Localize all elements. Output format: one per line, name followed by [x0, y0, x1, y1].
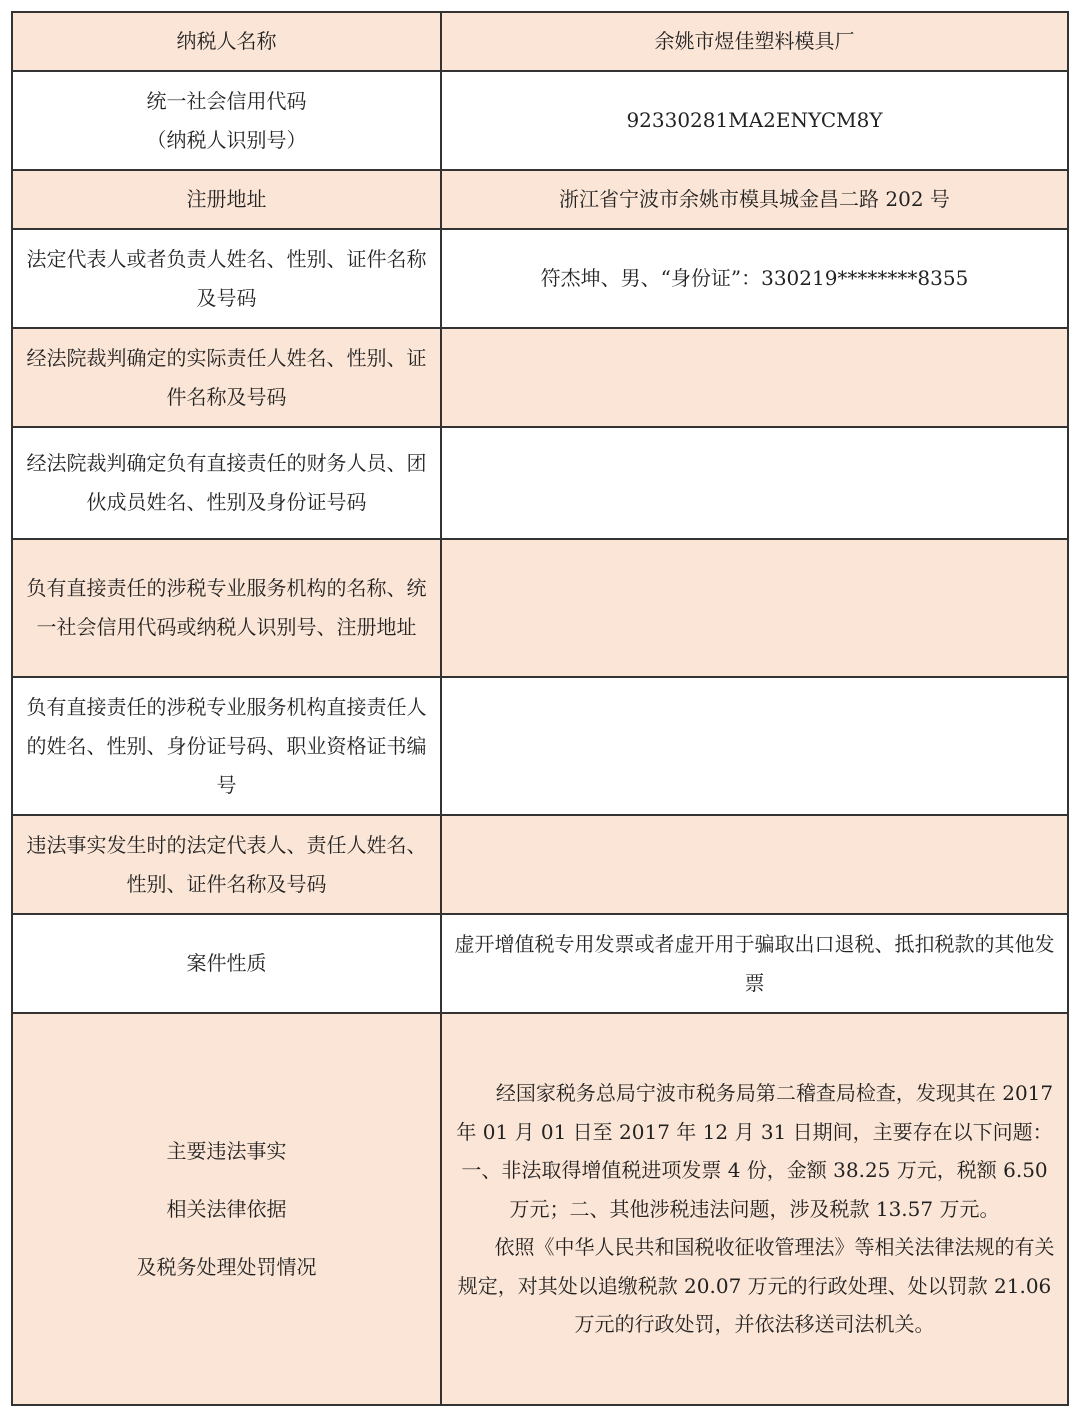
violation-facts-value: [441, 1013, 1068, 1405]
registered-address-value: 浙江省宁波市余姚市模具城金昌二路 202 号: [441, 170, 1068, 229]
taxpayer-info-table: [11, 11, 1069, 1406]
row-finance-staff: [12, 427, 1068, 539]
row-label-line: 统一社会信用代码: [146, 88, 307, 113]
legal-representative-value: 符杰坤、男、“身份证”：330219********8355: [441, 229, 1068, 328]
row-label: 经法院裁判确定负有直接责任的财务人员、团伙成员姓名、性别及身份证号码: [12, 427, 441, 539]
row-label: 违法事实发生时的法定代表人、责任人姓名、性别、证件名称及号码: [12, 815, 441, 914]
finance-staff-value: [441, 427, 1068, 539]
penalty-paragraph: 依照《中华人民共和国税收征收管理法》等相关法律法规的有关规定，对其处以追缴税款 20.07 万元的行政处理、处以罚款 21.06 万元的行政处罚，并依法移送司法机关。: [457, 1235, 1055, 1337]
agency-responsible-person-value: [441, 677, 1068, 815]
case-nature-value: 虚开增值税专用发票或者虚开用于骗取出口退税、抵扣税款的其他发票: [441, 914, 1068, 1013]
row-violation-facts: [12, 1013, 1068, 1405]
row-taxpayer-name: [12, 12, 1068, 71]
row-label: 法定代表人或者负责人姓名、性别、证件名称及号码: [12, 229, 441, 328]
violation-facts-paragraph: 经国家税务总局宁波市税务局第二稽查局检查，发现其在 2017 年 01 月 01 日至 2017 年 12 月 31 日期间，主要存在以下问题：一、非法取得增值税进项发票 4 份，金额 38.25 万元，税额 6.50 万元；二、其他涉税违法问题，涉及税款 13.57 万元。: [456, 1081, 1054, 1221]
row-label-line: 主要违法事实: [166, 1139, 287, 1163]
row-agency-responsible-person: [12, 677, 1068, 815]
row-label: 案件性质: [12, 914, 441, 1013]
row-label: [12, 71, 441, 170]
row-label: 经法院裁判确定的实际责任人姓名、性别、证件名称及号码: [12, 328, 441, 427]
row-representative-at-violation: [12, 815, 1068, 914]
credit-code-value: 92330281MA2ENYCM8Y: [441, 71, 1068, 170]
row-label: 负有直接责任的涉税专业服务机构的名称、统一社会信用代码或纳税人识别号、注册地址: [12, 539, 441, 677]
row-registered-address: [12, 170, 1068, 229]
row-legal-representative: [12, 229, 1068, 328]
row-label: 负有直接责任的涉税专业服务机构直接责任人的姓名、性别、身份证号码、职业资格证书编号: [12, 677, 441, 815]
row-label-line: （纳税人识别号）: [146, 127, 307, 152]
row-label-line: 及税务处理处罚情况: [136, 1255, 317, 1279]
row-actual-responsible-person: [12, 328, 1068, 427]
row-label: 注册地址: [12, 170, 441, 229]
row-credit-code: [12, 71, 1068, 170]
tax-service-agency-value: [441, 539, 1068, 677]
row-tax-service-agency: [12, 539, 1068, 677]
taxpayer-name-value: 余姚市煜佳塑料模具厂: [441, 12, 1068, 71]
row-label: [12, 1013, 441, 1405]
actual-responsible-person-value: [441, 328, 1068, 427]
row-label: 纳税人名称: [12, 12, 441, 71]
row-case-nature: [12, 914, 1068, 1013]
row-label-line: 相关法律依据: [166, 1197, 287, 1221]
representative-at-violation-value: [441, 815, 1068, 914]
